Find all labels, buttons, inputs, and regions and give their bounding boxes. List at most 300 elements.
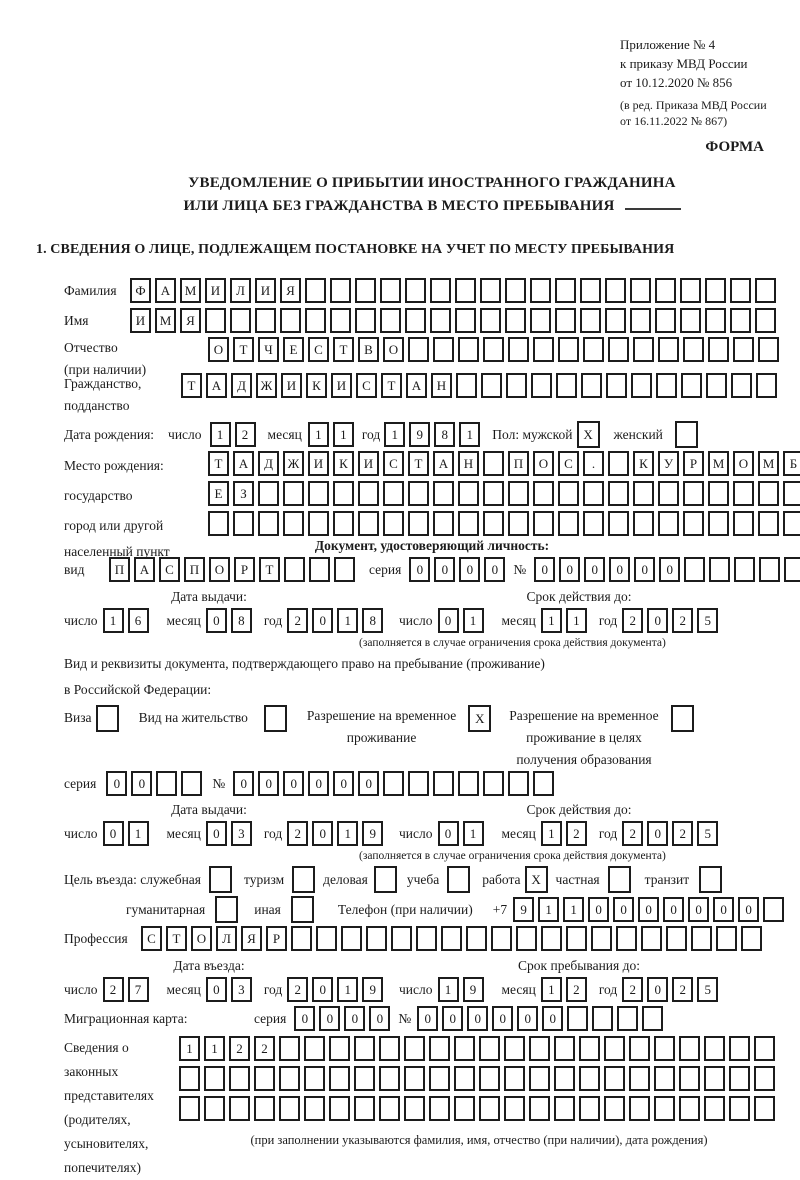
char-box: С xyxy=(141,926,162,951)
char-box: 3 xyxy=(231,977,252,1002)
char-box xyxy=(491,926,512,951)
char-box: 0 xyxy=(663,897,684,922)
year-label: год xyxy=(598,825,618,841)
char-box: 0 xyxy=(442,1006,463,1031)
char-box: И xyxy=(205,278,226,303)
char-box: 9 xyxy=(463,977,484,1002)
char-box xyxy=(579,1066,600,1091)
char-box xyxy=(96,705,119,732)
sex-female-label: женский xyxy=(613,427,663,443)
char-box: 1 xyxy=(337,977,358,1002)
residence-valid-group xyxy=(399,821,800,846)
char-box xyxy=(608,451,629,476)
char-box xyxy=(608,866,631,893)
purpose-other-label: иная xyxy=(254,902,281,918)
residence-permit-row xyxy=(64,705,800,771)
surname-label: Фамилия xyxy=(64,283,117,299)
char-box: А xyxy=(233,451,254,476)
char-box xyxy=(458,337,479,362)
forma-label: ФОРМА xyxy=(705,139,764,156)
char-box: 0 xyxy=(609,557,630,582)
char-box xyxy=(329,1066,350,1091)
residence-doc-line1: Вид и реквизиты документа, подтверждающего право на пребывание (проживание) xyxy=(64,656,545,672)
phone-boxes xyxy=(513,897,788,922)
char-box xyxy=(508,337,529,362)
char-box xyxy=(655,278,676,303)
char-box xyxy=(679,1066,700,1091)
char-box: М xyxy=(758,451,779,476)
char-box xyxy=(508,771,529,796)
char-box xyxy=(215,896,238,923)
char-box xyxy=(429,1066,450,1091)
char-box: X xyxy=(577,421,600,448)
surname-row xyxy=(64,278,800,303)
stay-until-heading: Срок пребывания до: xyxy=(518,958,640,974)
char-box xyxy=(258,511,279,536)
char-box: П xyxy=(508,451,529,476)
char-box xyxy=(555,278,576,303)
char-box: 0 xyxy=(206,608,227,633)
char-box xyxy=(433,337,454,362)
phone-label: Телефон (при наличии) xyxy=(337,902,473,918)
char-box xyxy=(454,1066,475,1091)
char-box xyxy=(479,1066,500,1091)
representatives-label-4: (родителях, xyxy=(64,1112,131,1128)
migration-card-row xyxy=(64,1006,800,1031)
char-box xyxy=(458,481,479,506)
char-box: П xyxy=(184,557,205,582)
char-box: 5 xyxy=(697,977,718,1002)
char-box xyxy=(205,308,226,333)
char-box: 0 xyxy=(713,897,734,922)
char-box: 8 xyxy=(434,422,455,447)
issue-date-heading: Дата выдачи: xyxy=(171,589,247,605)
char-box xyxy=(483,337,504,362)
char-box xyxy=(204,1066,225,1091)
char-box: С xyxy=(159,557,180,582)
birthdate-label: Дата рождения: xyxy=(64,427,155,443)
char-box xyxy=(583,511,604,536)
char-box xyxy=(354,1036,375,1061)
char-box xyxy=(479,1096,500,1121)
char-box: 8 xyxy=(231,608,252,633)
char-box: 9 xyxy=(513,897,534,922)
char-box xyxy=(581,373,602,398)
char-box xyxy=(330,278,351,303)
purpose-other-checkbox xyxy=(291,896,318,923)
char-box xyxy=(333,511,354,536)
char-box xyxy=(481,373,502,398)
char-box: М xyxy=(180,278,201,303)
char-box xyxy=(680,308,701,333)
res-issue-year-boxes xyxy=(287,821,387,846)
char-box: 1 xyxy=(333,422,354,447)
char-box xyxy=(533,481,554,506)
surname-boxes xyxy=(130,278,780,303)
birth-month-boxes xyxy=(308,422,358,447)
char-box: Т xyxy=(181,373,202,398)
char-box xyxy=(733,511,754,536)
char-box: 2 xyxy=(566,821,587,846)
char-box xyxy=(758,337,779,362)
given-name-row xyxy=(64,308,800,333)
char-box xyxy=(691,926,712,951)
char-box xyxy=(408,771,429,796)
passport-issue-group xyxy=(64,608,399,633)
purpose-transit-label: транзит xyxy=(644,872,690,888)
char-box xyxy=(606,373,627,398)
char-box xyxy=(658,481,679,506)
char-box xyxy=(405,308,426,333)
char-box: 2 xyxy=(622,821,643,846)
char-box: 0 xyxy=(417,1006,438,1031)
form-title xyxy=(64,172,800,217)
purpose-tourism-checkbox xyxy=(292,866,319,893)
char-box xyxy=(654,1096,675,1121)
char-box: М xyxy=(708,451,729,476)
residence-dates xyxy=(64,801,800,862)
char-box: С xyxy=(308,337,329,362)
char-box xyxy=(379,1066,400,1091)
valid-until-heading: Срок действия до: xyxy=(526,589,632,605)
representatives-boxes-col xyxy=(179,1036,779,1148)
representatives-label-2: законных xyxy=(64,1064,119,1080)
char-box xyxy=(558,481,579,506)
char-box: 0 xyxy=(588,897,609,922)
char-box: 0 xyxy=(534,557,555,582)
stay-day-boxes xyxy=(438,977,488,1002)
char-box: 0 xyxy=(738,897,759,922)
char-box: X xyxy=(525,866,548,893)
char-box xyxy=(708,337,729,362)
char-box xyxy=(304,1096,325,1121)
migration-series-boxes xyxy=(294,1006,394,1031)
char-box xyxy=(734,557,755,582)
char-box: С xyxy=(356,373,377,398)
char-box xyxy=(567,1006,588,1031)
char-box: 1 xyxy=(538,897,559,922)
purpose-business-label: деловая xyxy=(323,872,368,888)
sex-female-checkbox xyxy=(675,421,702,448)
representatives-block xyxy=(64,1036,800,1180)
char-box: О xyxy=(533,451,554,476)
char-box xyxy=(204,1096,225,1121)
revision-line: (в ред. Приказа МВД России xyxy=(620,97,767,112)
char-box xyxy=(355,308,376,333)
char-box: Л xyxy=(230,278,251,303)
char-box xyxy=(209,866,232,893)
profession-boxes xyxy=(141,926,766,951)
char-box xyxy=(679,1096,700,1121)
char-box xyxy=(633,337,654,362)
char-box xyxy=(754,1036,775,1061)
identity-doc-heading: Документ, удостоверяющий личность: xyxy=(314,538,550,554)
char-box xyxy=(605,308,626,333)
char-box: 0 xyxy=(659,557,680,582)
residence-permit-checkbox xyxy=(264,705,291,732)
char-box xyxy=(683,481,704,506)
char-box xyxy=(641,926,662,951)
char-box xyxy=(533,337,554,362)
char-box xyxy=(681,373,702,398)
char-box xyxy=(258,481,279,506)
char-box xyxy=(679,1036,700,1061)
birthplace-label-block xyxy=(64,451,208,560)
char-box xyxy=(379,1036,400,1061)
char-box: 0 xyxy=(344,1006,365,1031)
char-box xyxy=(304,1066,325,1091)
representatives-note: (при заполнении указываются фамилия, имя, отчество (при наличии), дата рождения) xyxy=(250,1133,708,1148)
char-box: 0 xyxy=(312,821,333,846)
purpose-business-checkbox xyxy=(374,866,401,893)
char-box: 0 xyxy=(647,821,668,846)
char-box xyxy=(763,897,784,922)
char-box xyxy=(480,308,501,333)
char-box: 2 xyxy=(566,977,587,1002)
char-box: 2 xyxy=(235,422,256,447)
char-box xyxy=(709,557,730,582)
char-box: 0 xyxy=(584,557,605,582)
char-box xyxy=(704,1066,725,1091)
char-box xyxy=(316,926,337,951)
char-box xyxy=(304,1036,325,1061)
char-box: 0 xyxy=(438,821,459,846)
char-box: 5 xyxy=(697,821,718,846)
citizenship-boxes xyxy=(181,373,781,398)
char-box xyxy=(181,771,202,796)
char-box: М xyxy=(155,308,176,333)
char-box: О xyxy=(208,337,229,362)
char-box xyxy=(483,771,504,796)
char-box: 1 xyxy=(563,897,584,922)
number-label: № xyxy=(513,562,527,578)
char-box xyxy=(508,511,529,536)
char-box: С xyxy=(383,451,404,476)
char-box: 1 xyxy=(463,821,484,846)
month-label: месяц xyxy=(166,612,201,628)
birthdate-row xyxy=(64,421,800,448)
char-box xyxy=(558,511,579,536)
char-box: О xyxy=(733,451,754,476)
entry-dates xyxy=(64,957,800,1002)
char-box xyxy=(529,1066,550,1091)
char-box xyxy=(458,771,479,796)
char-box: 0 xyxy=(106,771,127,796)
char-box xyxy=(784,557,800,582)
char-box xyxy=(729,1066,750,1091)
char-box: Р xyxy=(266,926,287,951)
citizenship-label-block xyxy=(64,373,181,417)
char-box xyxy=(730,308,751,333)
char-box xyxy=(530,308,551,333)
char-box: Ч xyxy=(258,337,279,362)
char-box xyxy=(554,1036,575,1061)
char-box xyxy=(383,771,404,796)
doc-issue-day-boxes xyxy=(103,608,153,633)
char-box xyxy=(330,308,351,333)
char-box xyxy=(254,1096,275,1121)
char-box: Т xyxy=(259,557,280,582)
char-box xyxy=(458,511,479,536)
residence-issue-group xyxy=(64,821,399,846)
char-box: 0 xyxy=(484,557,505,582)
char-box xyxy=(447,866,470,893)
char-box xyxy=(358,481,379,506)
char-box: Б xyxy=(783,451,800,476)
char-box: О xyxy=(383,337,404,362)
birth-year-boxes xyxy=(384,422,484,447)
char-box xyxy=(233,511,254,536)
char-box xyxy=(483,511,504,536)
char-box xyxy=(579,1096,600,1121)
char-box xyxy=(558,337,579,362)
char-box xyxy=(666,926,687,951)
char-box xyxy=(255,308,276,333)
entry-month-boxes xyxy=(206,977,256,1002)
char-box: 0 xyxy=(492,1006,513,1031)
char-box xyxy=(755,278,776,303)
appendix-line: от 10.12.2020 № 856 xyxy=(620,74,733,90)
char-box xyxy=(355,278,376,303)
month-label: месяц xyxy=(501,825,536,841)
char-box xyxy=(404,1036,425,1061)
char-box: 9 xyxy=(362,977,383,1002)
residence-number-boxes xyxy=(233,771,558,796)
char-box: Ф xyxy=(130,278,151,303)
char-box xyxy=(230,308,251,333)
char-box xyxy=(705,308,726,333)
char-box: 1 xyxy=(103,608,124,633)
char-box xyxy=(731,373,752,398)
char-box xyxy=(716,926,737,951)
char-box xyxy=(704,1096,725,1121)
char-box: П xyxy=(109,557,130,582)
char-box: 0 xyxy=(312,977,333,1002)
char-box xyxy=(483,481,504,506)
char-box: 0 xyxy=(613,897,634,922)
res-valid-year-boxes xyxy=(622,821,722,846)
representatives-label-3: представителях xyxy=(64,1088,154,1104)
form-title-line2: ИЛИ ЛИЦА БЕЗ ГРАЖДАНСТВА В МЕСТО ПРЕБЫВАНИЯ xyxy=(64,195,800,218)
char-box: 0 xyxy=(647,977,668,1002)
char-box xyxy=(608,481,629,506)
char-box: Т xyxy=(408,451,429,476)
char-box xyxy=(380,308,401,333)
char-box xyxy=(383,481,404,506)
char-box xyxy=(530,278,551,303)
purpose-official-label: Цель въезда: служебная xyxy=(64,872,201,888)
char-box: Я xyxy=(180,308,201,333)
char-box xyxy=(617,1006,638,1031)
char-box xyxy=(755,308,776,333)
char-box: 1 xyxy=(463,608,484,633)
month-label: месяц xyxy=(267,427,302,443)
entry-date-heading: Дата въезда: xyxy=(173,958,245,974)
char-box xyxy=(579,1036,600,1061)
char-box xyxy=(156,771,177,796)
char-box: 2 xyxy=(287,821,308,846)
city-label-2: населенный пункт xyxy=(64,544,170,560)
char-box xyxy=(566,926,587,951)
char-box xyxy=(305,278,326,303)
char-box: X xyxy=(468,705,491,732)
doc-valid-day-boxes xyxy=(438,608,488,633)
phone-prefix: +7 xyxy=(492,902,508,918)
char-box xyxy=(554,1066,575,1091)
char-box xyxy=(531,373,552,398)
char-box xyxy=(329,1036,350,1061)
res-issue-day-boxes xyxy=(103,821,153,846)
char-box: 0 xyxy=(258,771,279,796)
char-box: 1 xyxy=(337,608,358,633)
char-box xyxy=(408,337,429,362)
char-box xyxy=(705,278,726,303)
char-box xyxy=(630,308,651,333)
char-box: 0 xyxy=(206,821,227,846)
valid-until-heading: Срок действия до: xyxy=(526,802,632,818)
char-box xyxy=(754,1066,775,1091)
temp-permit-checkbox xyxy=(468,705,495,732)
char-box: 0 xyxy=(206,977,227,1002)
char-box: А xyxy=(206,373,227,398)
day-label: число xyxy=(399,825,433,841)
char-box xyxy=(416,926,437,951)
char-box: С xyxy=(558,451,579,476)
char-box: . xyxy=(583,451,604,476)
doc-series-boxes xyxy=(409,557,509,582)
char-box xyxy=(404,1096,425,1121)
edu-permit-checkbox xyxy=(671,705,698,732)
char-box: 2 xyxy=(287,977,308,1002)
char-box: А xyxy=(155,278,176,303)
char-box: 1 xyxy=(210,422,231,447)
char-box xyxy=(291,926,312,951)
char-box: Е xyxy=(208,481,229,506)
char-box: 9 xyxy=(362,821,383,846)
char-box xyxy=(433,771,454,796)
char-box: 0 xyxy=(647,608,668,633)
char-box xyxy=(480,278,501,303)
char-box: В xyxy=(358,337,379,362)
char-box xyxy=(754,1096,775,1121)
temp-permit-label: Разрешение на временное проживание xyxy=(306,708,457,746)
char-box: И xyxy=(358,451,379,476)
stay-until-group xyxy=(399,977,800,1002)
char-box xyxy=(608,337,629,362)
char-box xyxy=(292,866,315,893)
char-box: 0 xyxy=(542,1006,563,1031)
month-label: месяц xyxy=(501,981,536,997)
state-label: государство xyxy=(64,488,133,504)
char-box xyxy=(554,1096,575,1121)
given-name-label: Имя xyxy=(64,313,89,329)
char-box: 1 xyxy=(566,608,587,633)
char-box xyxy=(654,1036,675,1061)
char-box: 2 xyxy=(622,977,643,1002)
char-box xyxy=(671,705,694,732)
title-underline xyxy=(625,196,681,210)
char-box: 7 xyxy=(128,977,149,1002)
char-box: 8 xyxy=(362,608,383,633)
char-box xyxy=(479,1036,500,1061)
doc-number-boxes xyxy=(534,557,800,582)
appendix-line: к приказу МВД России xyxy=(620,55,748,71)
char-box xyxy=(541,926,562,951)
char-box xyxy=(408,481,429,506)
char-box: 1 xyxy=(459,422,480,447)
char-box: К xyxy=(333,451,354,476)
representatives-label-1: Сведения о xyxy=(64,1040,129,1056)
